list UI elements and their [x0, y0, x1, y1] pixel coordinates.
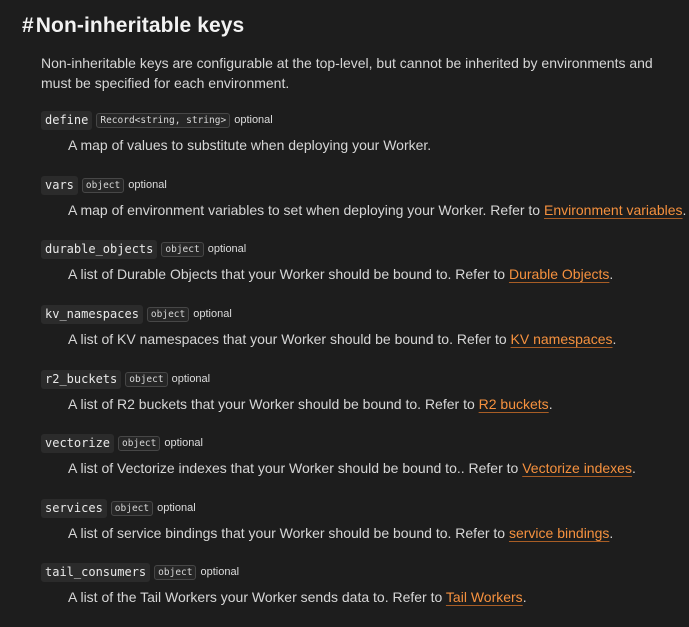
optional-label: optional — [164, 437, 203, 449]
key-name: services — [41, 499, 107, 518]
type-badge: object — [118, 436, 160, 451]
optional-label: optional — [234, 114, 273, 126]
optional-label: optional — [200, 566, 240, 578]
optional-label: optional — [207, 243, 247, 255]
service-bindings-link[interactable]: service bindings — [508, 525, 610, 541]
key-entry-tail-consumers — [41, 561, 681, 607]
vectorize-indexes-link[interactable]: Vectorize indexes — [522, 460, 632, 476]
type-badge: object — [147, 307, 189, 322]
key-description: A map of environment variables to set when deploying your Worker. Refer to Environment variables. — [68, 202, 687, 218]
kv-namespaces-link[interactable]: KV namespaces — [510, 331, 613, 347]
key-name: kv_namespaces — [41, 305, 143, 324]
type-badge: object — [161, 242, 203, 257]
environment-variables-link[interactable]: Environment variables — [544, 202, 683, 218]
key-entry-r2-buckets — [41, 368, 681, 414]
key-name: r2_buckets — [41, 370, 121, 389]
type-badge: object — [154, 565, 196, 580]
key-header — [41, 238, 681, 260]
key-description: A list of KV namespaces that your Worker should be bound to. Refer to KV namespaces. — [68, 331, 617, 347]
key-description: A list of Vectorize indexes that your Worker should be bound to.. Refer to Vectorize indexes. — [68, 460, 636, 476]
key-name: vars — [41, 176, 78, 195]
section-intro: Non-inheritable keys are configurable at the top-level, but cannot be inherited by environments and must be specified for each environment. — [41, 55, 653, 91]
section-heading — [22, 12, 244, 40]
key-entry-durable-objects — [41, 238, 681, 284]
key-header — [41, 174, 681, 196]
type-badge: Record<string, string> — [96, 113, 230, 128]
key-header — [41, 497, 681, 519]
r2-buckets-link[interactable]: R2 buckets — [478, 396, 549, 412]
key-name: define — [41, 111, 92, 130]
key-entry-services — [41, 497, 681, 543]
key-header — [41, 432, 681, 454]
key-header — [41, 561, 681, 583]
key-name: vectorize — [41, 434, 114, 453]
key-description: A list of R2 buckets that your Worker should be bound to. Refer to R2 buckets. — [68, 396, 553, 412]
key-entry-vars — [41, 174, 687, 220]
key-entry-vectorize — [41, 432, 681, 478]
key-description: A list of the Tail Workers your Worker sends data to. Refer to Tail Workers. — [68, 589, 527, 605]
tail-workers-link[interactable]: Tail Workers — [445, 589, 523, 605]
key-description: A map of values to substitute when deploying your Worker. — [68, 137, 432, 153]
heading-anchor-link[interactable]: # — [22, 14, 34, 37]
key-description: A list of service bindings that your Worker should be bound to. Refer to service bindings. — [68, 525, 614, 541]
key-description: A list of Durable Objects that your Worker should be bound to. Refer to Durable Objects. — [68, 266, 614, 282]
optional-label: optional — [171, 373, 211, 385]
key-header — [41, 368, 681, 390]
durable-objects-link[interactable]: Durable Objects — [508, 266, 610, 282]
optional-label: optional — [193, 308, 232, 320]
key-name: tail_consumers — [41, 563, 150, 582]
optional-label: optional — [128, 179, 167, 191]
key-header — [41, 303, 681, 325]
key-entry-define — [41, 109, 681, 155]
type-badge: object — [125, 372, 167, 387]
key-entry-kv-namespaces — [41, 303, 681, 349]
heading-title: Non-inheritable keys — [35, 14, 245, 37]
type-badge: object — [82, 178, 124, 193]
optional-label: optional — [157, 502, 196, 514]
type-badge: object — [111, 501, 153, 516]
key-name: durable_objects — [41, 240, 157, 259]
key-header — [41, 109, 681, 131]
